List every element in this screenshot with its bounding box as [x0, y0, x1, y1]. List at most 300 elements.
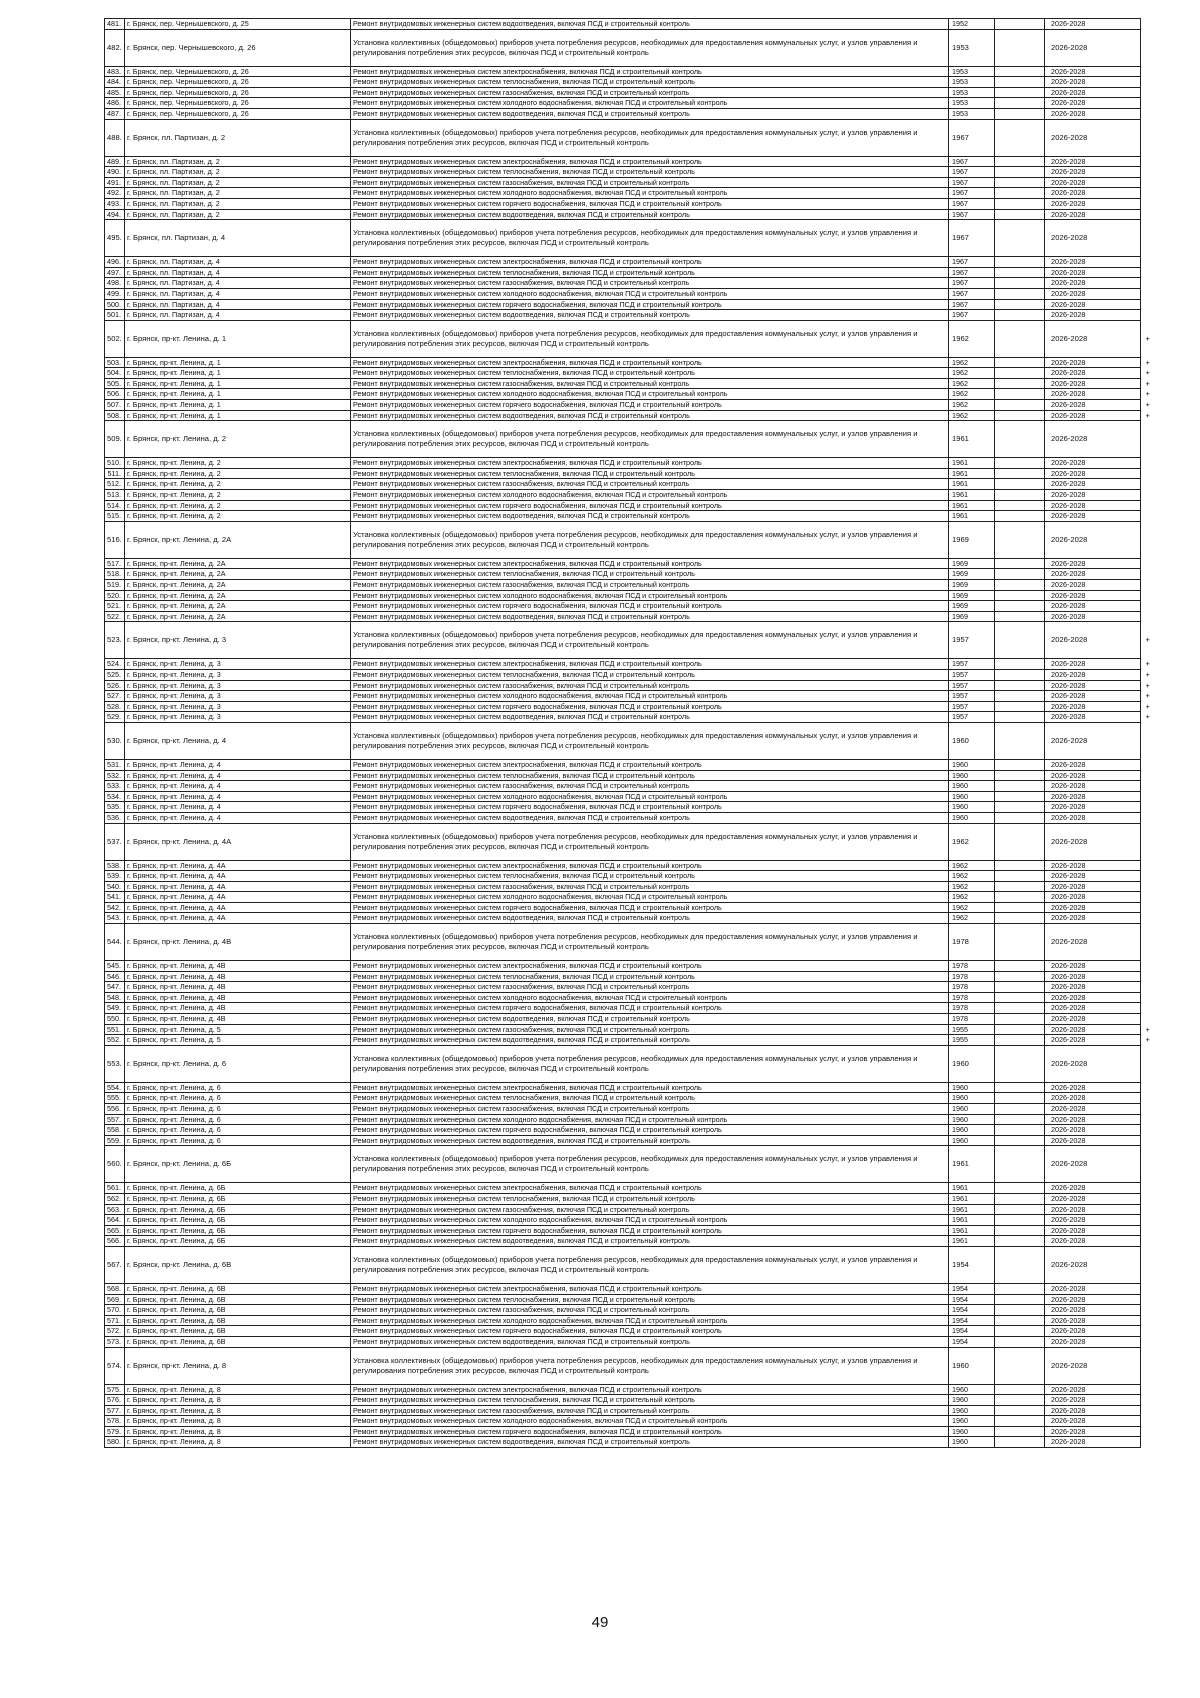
table-row: [105, 108, 1155, 119]
address-cell: г. Брянск, пр-кт. Ленина, д. 6В: [125, 1336, 351, 1347]
empty-cell: [995, 812, 1045, 823]
work-type-cell: Ремонт внутридомовых инженерных систем теплоснабжения, включая ПСД и строительный контроль: [351, 167, 949, 178]
build-year-cell: 1962: [949, 410, 995, 421]
mark-cell: [1141, 1045, 1155, 1082]
empty-cell: [995, 167, 1045, 178]
row-number: 505.: [105, 378, 125, 389]
row-number: 545.: [105, 961, 125, 972]
table-row: [105, 177, 1155, 188]
work-type-cell: Установка коллективных (общедомовых) приборов учета потребления ресурсов, необходимых для предоставления коммунальных услуг, и узлов управления и регулирования потребления этих ресурсов, включая ПСД и строительный контроль: [351, 220, 949, 257]
table-row: [105, 569, 1155, 580]
row-number: 573.: [105, 1336, 125, 1347]
mark-cell: [1141, 791, 1155, 802]
period-cell: 2026-2028: [1045, 1405, 1141, 1416]
mark-cell: [1141, 823, 1155, 860]
table-row: [105, 892, 1155, 903]
address-cell: г. Брянск, пр-кт. Ленина, д. 2: [125, 468, 351, 479]
mark-cell: [1141, 1426, 1155, 1437]
period-cell: 2026-2028: [1045, 590, 1141, 601]
table-row: [105, 310, 1155, 321]
address-cell: г. Брянск, пр-кт. Ленина, д. 6Б: [125, 1193, 351, 1204]
mark-cell: [1141, 961, 1155, 972]
work-type-cell: Ремонт внутридомовых инженерных систем горячего водоснабжения, включая ПСД и строительный контроль: [351, 1125, 949, 1136]
work-type-cell: Ремонт внутридомовых инженерных систем теплоснабжения, включая ПСД и строительный контроль: [351, 569, 949, 580]
period-cell: 2026-2028: [1045, 1246, 1141, 1283]
table-row: [105, 198, 1155, 209]
work-type-cell: Ремонт внутридомовых инженерных систем холодного водоснабжения, включая ПСД и строительный контроль: [351, 1315, 949, 1326]
table-row: [105, 902, 1155, 913]
period-cell: 2026-2028: [1045, 580, 1141, 591]
row-number: 530.: [105, 722, 125, 759]
empty-cell: [995, 611, 1045, 622]
table-row: [105, 458, 1155, 469]
build-year-cell: 1961: [949, 421, 995, 458]
row-number: 558.: [105, 1125, 125, 1136]
mark-cell: [1141, 288, 1155, 299]
address-cell: г. Брянск, пр-кт. Ленина, д. 8: [125, 1395, 351, 1406]
row-number: 504.: [105, 368, 125, 379]
period-cell: 2026-2028: [1045, 177, 1141, 188]
repair-schedule-table: [104, 18, 1155, 1448]
build-year-cell: 1960: [949, 1104, 995, 1115]
period-cell: 2026-2028: [1045, 1082, 1141, 1093]
row-number: 578.: [105, 1416, 125, 1427]
empty-cell: [995, 902, 1045, 913]
empty-cell: [995, 1204, 1045, 1215]
table-row: [105, 1236, 1155, 1247]
work-type-cell: Ремонт внутридомовых инженерных систем холодного водоснабжения, включая ПСД и строительный контроль: [351, 1215, 949, 1226]
mark-cell: [1141, 77, 1155, 88]
row-number: 534.: [105, 791, 125, 802]
work-type-cell: Ремонт внутридомовых инженерных систем холодного водоснабжения, включая ПСД и строительный контроль: [351, 691, 949, 702]
build-year-cell: 1961: [949, 1236, 995, 1247]
work-type-cell: Ремонт внутридомовых инженерных систем водоотведения, включая ПСД и строительный контроль: [351, 209, 949, 220]
address-cell: г. Брянск, пр-кт. Ленина, д. 4В: [125, 982, 351, 993]
work-type-cell: Ремонт внутридомовых инженерных систем теплоснабжения, включая ПСД и строительный контроль: [351, 1294, 949, 1305]
work-type-cell: Ремонт внутридомовых инженерных систем газоснабжения, включая ПСД и строительный контроль: [351, 87, 949, 98]
address-cell: г. Брянск, пл. Партизан, д. 2: [125, 177, 351, 188]
empty-cell: [995, 479, 1045, 490]
build-year-cell: 1969: [949, 590, 995, 601]
table-row: [105, 992, 1155, 1003]
mark-cell: +: [1141, 1024, 1155, 1035]
empty-cell: [995, 580, 1045, 591]
build-year-cell: 1967: [949, 278, 995, 289]
empty-cell: [995, 791, 1045, 802]
empty-cell: [995, 802, 1045, 813]
row-number: 575.: [105, 1384, 125, 1395]
address-cell: г. Брянск, пр-кт. Ленина, д. 2А: [125, 521, 351, 558]
mark-cell: [1141, 299, 1155, 310]
mark-cell: [1141, 458, 1155, 469]
work-type-cell: Ремонт внутридомовых инженерных систем водоотведения, включая ПСД и строительный контроль: [351, 1336, 949, 1347]
period-cell: 2026-2028: [1045, 66, 1141, 77]
row-number: 485.: [105, 87, 125, 98]
build-year-cell: 1967: [949, 257, 995, 268]
work-type-cell: Установка коллективных (общедомовых) приборов учета потребления ресурсов, необходимых для предоставления коммунальных услуг, и узлов управления и регулирования потребления этих ресурсов, включая ПСД и строительный контроль: [351, 622, 949, 659]
address-cell: г. Брянск, пр-кт. Ленина, д. 6В: [125, 1315, 351, 1326]
address-cell: г. Брянск, пер. Чернышевского, д. 26: [125, 98, 351, 109]
table-row: [105, 1336, 1155, 1347]
row-number: 481.: [105, 19, 125, 30]
table-row: [105, 701, 1155, 712]
work-type-cell: Ремонт внутридомовых инженерных систем теплоснабжения, включая ПСД и строительный контроль: [351, 468, 949, 479]
build-year-cell: 1967: [949, 310, 995, 321]
build-year-cell: 1960: [949, 1395, 995, 1406]
build-year-cell: 1957: [949, 691, 995, 702]
row-number: 563.: [105, 1204, 125, 1215]
table-row: [105, 267, 1155, 278]
work-type-cell: Ремонт внутридомовых инженерных систем водоотведения, включая ПСД и строительный контроль: [351, 712, 949, 723]
table-row: [105, 368, 1155, 379]
build-year-cell: 1978: [949, 961, 995, 972]
period-cell: 2026-2028: [1045, 781, 1141, 792]
build-year-cell: 1952: [949, 19, 995, 30]
period-cell: 2026-2028: [1045, 278, 1141, 289]
build-year-cell: 1969: [949, 558, 995, 569]
mark-cell: [1141, 421, 1155, 458]
mark-cell: [1141, 490, 1155, 501]
empty-cell: [995, 1104, 1045, 1115]
build-year-cell: 1960: [949, 1416, 995, 1427]
build-year-cell: 1962: [949, 389, 995, 400]
row-number: 533.: [105, 781, 125, 792]
period-cell: 2026-2028: [1045, 1225, 1141, 1236]
address-cell: г. Брянск, пл. Партизан, д. 2: [125, 209, 351, 220]
row-number: 523.: [105, 622, 125, 659]
mark-cell: [1141, 770, 1155, 781]
address-cell: г. Брянск, пл. Партизан, д. 2: [125, 188, 351, 199]
row-number: 510.: [105, 458, 125, 469]
build-year-cell: 1969: [949, 521, 995, 558]
mark-cell: [1141, 19, 1155, 30]
empty-cell: [995, 1045, 1045, 1082]
period-cell: 2026-2028: [1045, 1347, 1141, 1384]
address-cell: г. Брянск, пр-кт. Ленина, д. 2А: [125, 569, 351, 580]
row-number: 567.: [105, 1246, 125, 1283]
period-cell: 2026-2028: [1045, 521, 1141, 558]
mark-cell: [1141, 1236, 1155, 1247]
row-number: 515.: [105, 511, 125, 522]
address-cell: г. Брянск, пр-кт. Ленина, д. 4А: [125, 823, 351, 860]
table-row: [105, 1082, 1155, 1093]
build-year-cell: 1960: [949, 812, 995, 823]
address-cell: г. Брянск, пр-кт. Ленина, д. 2: [125, 490, 351, 501]
period-cell: 2026-2028: [1045, 188, 1141, 199]
row-number: 551.: [105, 1024, 125, 1035]
table-row: [105, 1114, 1155, 1125]
address-cell: г. Брянск, пл. Партизан, д. 4: [125, 299, 351, 310]
build-year-cell: 1962: [949, 892, 995, 903]
period-cell: 2026-2028: [1045, 812, 1141, 823]
period-cell: 2026-2028: [1045, 167, 1141, 178]
mark-cell: [1141, 558, 1155, 569]
empty-cell: [995, 220, 1045, 257]
period-cell: 2026-2028: [1045, 1045, 1141, 1082]
empty-cell: [995, 410, 1045, 421]
period-cell: 2026-2028: [1045, 267, 1141, 278]
build-year-cell: 1954: [949, 1294, 995, 1305]
mark-cell: [1141, 1114, 1155, 1125]
empty-cell: [995, 924, 1045, 961]
address-cell: г. Брянск, пл. Партизан, д. 4: [125, 257, 351, 268]
mark-cell: [1141, 479, 1155, 490]
work-type-cell: Установка коллективных (общедомовых) приборов учета потребления ресурсов, необходимых для предоставления коммунальных услуг, и узлов управления и регулирования потребления этих ресурсов, включая ПСД и строительный контроль: [351, 1146, 949, 1183]
address-cell: г. Брянск, пр-кт. Ленина, д. 4: [125, 802, 351, 813]
table-row: [105, 521, 1155, 558]
empty-cell: [995, 759, 1045, 770]
empty-cell: [995, 680, 1045, 691]
row-number: 514.: [105, 500, 125, 511]
work-type-cell: Ремонт внутридомовых инженерных систем горячего водоснабжения, включая ПСД и строительный контроль: [351, 902, 949, 913]
work-type-cell: Ремонт внутридомовых инженерных систем электроснабжения, включая ПСД и строительный контроль: [351, 357, 949, 368]
empty-cell: [995, 368, 1045, 379]
row-number: 524.: [105, 659, 125, 670]
mark-cell: [1141, 220, 1155, 257]
empty-cell: [995, 1236, 1045, 1247]
table-row: [105, 1104, 1155, 1115]
row-number: 543.: [105, 913, 125, 924]
empty-cell: [995, 188, 1045, 199]
address-cell: г. Брянск, пр-кт. Ленина, д. 6: [125, 1104, 351, 1115]
work-type-cell: Ремонт внутридомовых инженерных систем горячего водоснабжения, включая ПСД и строительный контроль: [351, 198, 949, 209]
table-row: [105, 1093, 1155, 1104]
row-number: 521.: [105, 601, 125, 612]
address-cell: г. Брянск, пр-кт. Ленина, д. 2: [125, 479, 351, 490]
period-cell: 2026-2028: [1045, 1305, 1141, 1316]
row-number: 539.: [105, 871, 125, 882]
work-type-cell: Ремонт внутридомовых инженерных систем теплоснабжения, включая ПСД и строительный контроль: [351, 77, 949, 88]
period-cell: 2026-2028: [1045, 902, 1141, 913]
mark-cell: [1141, 119, 1155, 156]
empty-cell: [995, 1183, 1045, 1194]
address-cell: г. Брянск, пр-кт. Ленина, д. 6: [125, 1093, 351, 1104]
period-cell: 2026-2028: [1045, 691, 1141, 702]
row-number: 552.: [105, 1035, 125, 1046]
period-cell: 2026-2028: [1045, 1024, 1141, 1035]
row-number: 579.: [105, 1426, 125, 1437]
table-row: [105, 781, 1155, 792]
mark-cell: [1141, 569, 1155, 580]
address-cell: г. Брянск, пр-кт. Ленина, д. 1: [125, 368, 351, 379]
period-cell: 2026-2028: [1045, 961, 1141, 972]
mark-cell: [1141, 1183, 1155, 1194]
address-cell: г. Брянск, пр-кт. Ленина, д. 8: [125, 1437, 351, 1448]
address-cell: г. Брянск, пр-кт. Ленина, д. 6: [125, 1135, 351, 1146]
row-number: 527.: [105, 691, 125, 702]
address-cell: г. Брянск, пр-кт. Ленина, д. 4А: [125, 892, 351, 903]
mark-cell: [1141, 1104, 1155, 1115]
period-cell: 2026-2028: [1045, 479, 1141, 490]
page-number: 49: [591, 1614, 609, 1631]
period-cell: 2026-2028: [1045, 669, 1141, 680]
table-row: [105, 500, 1155, 511]
mark-cell: [1141, 87, 1155, 98]
row-number: 483.: [105, 66, 125, 77]
empty-cell: [995, 198, 1045, 209]
table-row: [105, 288, 1155, 299]
empty-cell: [995, 1035, 1045, 1046]
period-cell: 2026-2028: [1045, 77, 1141, 88]
period-cell: 2026-2028: [1045, 1014, 1141, 1025]
empty-cell: [995, 490, 1045, 501]
row-number: 561.: [105, 1183, 125, 1194]
address-cell: г. Брянск, пер. Чернышевского, д. 26: [125, 77, 351, 88]
mark-cell: +: [1141, 400, 1155, 411]
work-type-cell: Ремонт внутридомовых инженерных систем холодного водоснабжения, включая ПСД и строительный контроль: [351, 490, 949, 501]
empty-cell: [995, 823, 1045, 860]
build-year-cell: 1960: [949, 1135, 995, 1146]
period-cell: 2026-2028: [1045, 622, 1141, 659]
work-type-cell: Ремонт внутридомовых инженерных систем холодного водоснабжения, включая ПСД и строительный контроль: [351, 288, 949, 299]
row-number: 501.: [105, 310, 125, 321]
row-number: 497.: [105, 267, 125, 278]
mark-cell: [1141, 913, 1155, 924]
table-row: [105, 691, 1155, 702]
table-row: [105, 759, 1155, 770]
table-row: [105, 119, 1155, 156]
work-type-cell: Установка коллективных (общедомовых) приборов учета потребления ресурсов, необходимых для предоставления коммунальных услуг, и узлов управления и регулирования потребления этих ресурсов, включая ПСД и строительный контроль: [351, 119, 949, 156]
period-cell: 2026-2028: [1045, 1035, 1141, 1046]
address-cell: г. Брянск, пр-кт. Ленина, д. 6: [125, 1114, 351, 1125]
build-year-cell: 1962: [949, 357, 995, 368]
empty-cell: [995, 156, 1045, 167]
mark-cell: [1141, 860, 1155, 871]
row-number: 502.: [105, 320, 125, 357]
build-year-cell: 1969: [949, 601, 995, 612]
work-type-cell: Ремонт внутридомовых инженерных систем горячего водоснабжения, включая ПСД и строительный контроль: [351, 601, 949, 612]
address-cell: г. Брянск, пр-кт. Ленина, д. 4: [125, 812, 351, 823]
mark-cell: [1141, 177, 1155, 188]
mark-cell: [1141, 1384, 1155, 1395]
row-number: 526.: [105, 680, 125, 691]
work-type-cell: Ремонт внутридомовых инженерных систем электроснабжения, включая ПСД и строительный контроль: [351, 1384, 949, 1395]
address-cell: г. Брянск, пр-кт. Ленина, д. 6В: [125, 1294, 351, 1305]
mark-cell: [1141, 1336, 1155, 1347]
work-type-cell: Ремонт внутридомовых инженерных систем водоотведения, включая ПСД и строительный контроль: [351, 310, 949, 321]
build-year-cell: 1961: [949, 1225, 995, 1236]
build-year-cell: 1960: [949, 1114, 995, 1125]
period-cell: 2026-2028: [1045, 924, 1141, 961]
table-row: [105, 924, 1155, 961]
row-number: 557.: [105, 1114, 125, 1125]
row-number: 554.: [105, 1082, 125, 1093]
row-number: 537.: [105, 823, 125, 860]
row-number: 547.: [105, 982, 125, 993]
period-cell: 2026-2028: [1045, 310, 1141, 321]
period-cell: 2026-2028: [1045, 458, 1141, 469]
row-number: 580.: [105, 1437, 125, 1448]
row-number: 529.: [105, 712, 125, 723]
row-number: 568.: [105, 1283, 125, 1294]
build-year-cell: 1978: [949, 982, 995, 993]
address-cell: г. Брянск, пл. Партизан, д. 4: [125, 278, 351, 289]
empty-cell: [995, 1082, 1045, 1093]
work-type-cell: Ремонт внутридомовых инженерных систем водоотведения, включая ПСД и строительный контроль: [351, 511, 949, 522]
work-type-cell: Установка коллективных (общедомовых) приборов учета потребления ресурсов, необходимых для предоставления коммунальных услуг, и узлов управления и регулирования потребления этих ресурсов, включая ПСД и строительный контроль: [351, 1246, 949, 1283]
empty-cell: [995, 669, 1045, 680]
mark-cell: +: [1141, 368, 1155, 379]
table-row: [105, 712, 1155, 723]
build-year-cell: 1967: [949, 288, 995, 299]
table-row: [105, 188, 1155, 199]
table-body: [105, 19, 1155, 1448]
table-row: [105, 611, 1155, 622]
work-type-cell: Установка коллективных (общедомовых) приборов учета потребления ресурсов, необходимых для предоставления коммунальных услуг, и узлов управления и регулирования потребления этих ресурсов, включая ПСД и строительный контроль: [351, 823, 949, 860]
address-cell: г. Брянск, пл. Партизан, д. 2: [125, 119, 351, 156]
work-type-cell: Ремонт внутридомовых инженерных систем теплоснабжения, включая ПСД и строительный контроль: [351, 871, 949, 882]
mark-cell: [1141, 29, 1155, 66]
address-cell: г. Брянск, пр-кт. Ленина, д. 8: [125, 1426, 351, 1437]
table-row: [105, 1246, 1155, 1283]
mark-cell: +: [1141, 669, 1155, 680]
table-row: [105, 378, 1155, 389]
build-year-cell: 1960: [949, 722, 995, 759]
empty-cell: [995, 1294, 1045, 1305]
row-number: 496.: [105, 257, 125, 268]
work-type-cell: Ремонт внутридомовых инженерных систем газоснабжения, включая ПСД и строительный контроль: [351, 680, 949, 691]
table-row: [105, 961, 1155, 972]
work-type-cell: Установка коллективных (общедомовых) приборов учета потребления ресурсов, необходимых для предоставления коммунальных услуг, и узлов управления и регулирования потребления этих ресурсов, включая ПСД и строительный контроль: [351, 722, 949, 759]
work-type-cell: Ремонт внутридомовых инженерных систем водоотведения, включая ПСД и строительный контроль: [351, 410, 949, 421]
mark-cell: [1141, 521, 1155, 558]
mark-cell: +: [1141, 701, 1155, 712]
row-number: 535.: [105, 802, 125, 813]
empty-cell: [995, 982, 1045, 993]
period-cell: 2026-2028: [1045, 569, 1141, 580]
empty-cell: [995, 19, 1045, 30]
build-year-cell: 1961: [949, 1193, 995, 1204]
mark-cell: +: [1141, 680, 1155, 691]
build-year-cell: 1953: [949, 77, 995, 88]
address-cell: г. Брянск, пр-кт. Ленина, д. 3: [125, 691, 351, 702]
work-type-cell: Ремонт внутридомовых инженерных систем теплоснабжения, включая ПСД и строительный контроль: [351, 1193, 949, 1204]
period-cell: 2026-2028: [1045, 770, 1141, 781]
table-row: [105, 1014, 1155, 1025]
table-row: [105, 590, 1155, 601]
row-number: 518.: [105, 569, 125, 580]
table-row: [105, 1215, 1155, 1226]
mark-cell: [1141, 468, 1155, 479]
row-number: 506.: [105, 389, 125, 400]
table-row: [105, 1315, 1155, 1326]
empty-cell: [995, 1336, 1045, 1347]
table-row: [105, 1183, 1155, 1194]
table-row: [105, 823, 1155, 860]
row-number: 488.: [105, 119, 125, 156]
mark-cell: [1141, 500, 1155, 511]
mark-cell: [1141, 892, 1155, 903]
row-number: 509.: [105, 421, 125, 458]
mark-cell: +: [1141, 389, 1155, 400]
row-number: 531.: [105, 759, 125, 770]
table-row: [105, 1294, 1155, 1305]
mark-cell: +: [1141, 357, 1155, 368]
empty-cell: [995, 177, 1045, 188]
build-year-cell: 1960: [949, 791, 995, 802]
work-type-cell: Ремонт внутридомовых инженерных систем теплоснабжения, включая ПСД и строительный контроль: [351, 1395, 949, 1406]
build-year-cell: 1957: [949, 669, 995, 680]
mark-cell: +: [1141, 712, 1155, 723]
row-number: 549.: [105, 1003, 125, 1014]
address-cell: г. Брянск, пл. Партизан, д. 2: [125, 167, 351, 178]
build-year-cell: 1969: [949, 580, 995, 591]
period-cell: 2026-2028: [1045, 558, 1141, 569]
row-number: 512.: [105, 479, 125, 490]
table-row: [105, 87, 1155, 98]
mark-cell: [1141, 759, 1155, 770]
address-cell: г. Брянск, пр-кт. Ленина, д. 4А: [125, 902, 351, 913]
